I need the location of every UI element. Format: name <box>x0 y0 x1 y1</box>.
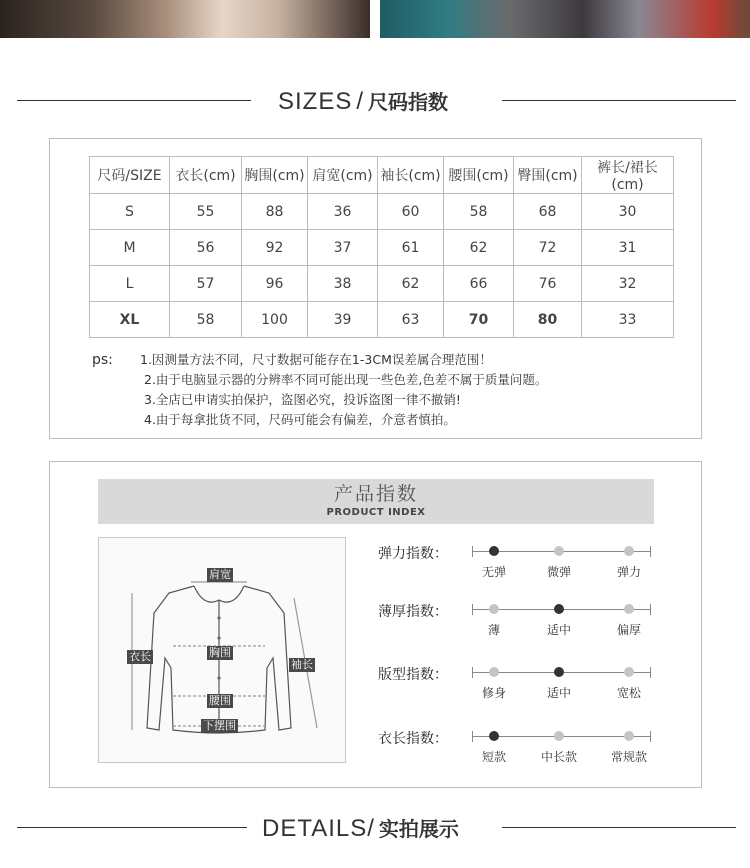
product-index-banner <box>98 479 654 524</box>
notes-list <box>140 350 660 430</box>
scale-option: 适中 <box>546 686 571 700</box>
table-cell: 66 <box>444 266 514 302</box>
product-photo-right <box>380 0 750 38</box>
scale-dot-selected <box>554 604 564 614</box>
table-cell: 80 <box>514 302 582 338</box>
diagram-label-chest: 胸围 <box>209 646 231 659</box>
scale-cap <box>472 731 473 742</box>
table-row <box>90 194 674 230</box>
details-title <box>262 808 459 849</box>
table-cell: 88 <box>242 194 308 230</box>
header-cell: 胸围(cm) <box>242 157 308 194</box>
scale-dot <box>554 546 564 556</box>
sizes-title <box>278 81 448 122</box>
diagram-label-waist: 腰围 <box>209 694 231 707</box>
scale-cap <box>472 667 473 678</box>
scale-cap <box>650 731 651 742</box>
measurement-diagram <box>98 537 346 763</box>
scale-cap <box>650 667 651 678</box>
table-cell: 58 <box>170 302 242 338</box>
table-cell: 76 <box>514 266 582 302</box>
header-cell: 腰围(cm) <box>444 157 514 194</box>
scale-dot <box>624 731 634 741</box>
photo-divider <box>370 0 380 38</box>
scale-dot-selected <box>489 731 499 741</box>
table-cell: 38 <box>308 266 378 302</box>
index-label-length: 衣长指数： <box>378 731 448 747</box>
table-cell: 37 <box>308 230 378 266</box>
note-item: 3.全店已申请实拍保护，盗图必究，投诉盗图一律不撤销! <box>144 392 461 407</box>
table-cell: 62 <box>378 266 444 302</box>
diagram-label-length: 衣长 <box>129 650 151 663</box>
scale-dot <box>489 604 499 614</box>
header-cell: 尺码/SIZE <box>90 157 170 194</box>
scale-option: 微弹 <box>546 565 571 579</box>
table-cell: 33 <box>582 302 674 338</box>
table-cell: 36 <box>308 194 378 230</box>
details-section-header <box>0 808 750 848</box>
scale-dot <box>624 546 634 556</box>
sizes-title-zh: 尺码指数 <box>368 90 449 114</box>
table-cell: 56 <box>170 230 242 266</box>
header-rule-left <box>17 827 247 828</box>
scale-cap <box>650 546 651 557</box>
index-label-fit: 版型指数： <box>378 667 448 683</box>
scale-dot-selected <box>554 667 564 677</box>
size-table <box>89 156 674 338</box>
sizes-title-sep: / <box>356 88 365 115</box>
product-index-title-zh: 产品指数 <box>333 483 418 505</box>
product-index-title-en: PRODUCT INDEX <box>326 507 426 518</box>
scale-option: 偏厚 <box>616 623 641 637</box>
scale-dot <box>489 667 499 677</box>
elasticity-scale <box>470 541 652 581</box>
table-cell: 100 <box>242 302 308 338</box>
scale-option: 薄 <box>487 623 500 637</box>
table-cell: 92 <box>242 230 308 266</box>
table-cell: 58 <box>444 194 514 230</box>
scale-cap <box>472 604 473 615</box>
length-scale <box>470 726 652 766</box>
table-cell: S <box>90 194 170 230</box>
table-cell: 57 <box>170 266 242 302</box>
table-cell: 96 <box>242 266 308 302</box>
diagram-label-sleeve: 袖长 <box>291 658 313 671</box>
notes-prefix: ps: <box>92 352 113 368</box>
table-row <box>90 230 674 266</box>
table-cell: 60 <box>378 194 444 230</box>
header-cell: 衣长(cm) <box>170 157 242 194</box>
table-cell: 61 <box>378 230 444 266</box>
note-item: 2.由于电脑显示器的分辨率不同可能出现一些色差,色差不属于质量问题。 <box>144 372 548 387</box>
header-rule-right <box>502 827 736 828</box>
table-cell: 62 <box>444 230 514 266</box>
table-cell: 31 <box>582 230 674 266</box>
scale-option: 短款 <box>481 750 506 764</box>
details-title-zh: 实拍展示 <box>378 817 459 841</box>
scale-cap <box>472 546 473 557</box>
note-item: 4.由于每拿批货不同，尺码可能会有偏差，介意者慎拍。 <box>144 412 456 427</box>
table-cell: 70 <box>444 302 514 338</box>
details-title-en: DETAILS <box>262 815 368 842</box>
table-cell: XL <box>90 302 170 338</box>
scale-option: 中长款 <box>540 750 577 764</box>
scale-option: 常规款 <box>610 750 647 764</box>
table-cell: L <box>90 266 170 302</box>
product-photo-left <box>0 0 370 38</box>
table-row <box>90 266 674 302</box>
header-cell: 袖长(cm) <box>378 157 444 194</box>
scale-dot <box>624 667 634 677</box>
header-cell: 臀围(cm) <box>514 157 582 194</box>
table-cell: M <box>90 230 170 266</box>
table-cell: 30 <box>582 194 674 230</box>
table-cell: 39 <box>308 302 378 338</box>
scale-dot <box>624 604 634 614</box>
table-cell: 72 <box>514 230 582 266</box>
header-cell: 肩宽(cm) <box>308 157 378 194</box>
scale-option: 修身 <box>481 686 506 700</box>
header-rule-left <box>17 100 251 101</box>
thickness-scale <box>470 599 652 639</box>
index-label-thickness: 薄厚指数： <box>378 604 448 620</box>
scale-option: 适中 <box>546 623 571 637</box>
details-title-sep: / <box>367 815 375 842</box>
scale-option: 宽松 <box>616 686 641 700</box>
scale-cap <box>650 604 651 615</box>
table-cell: 68 <box>514 194 582 230</box>
scale-dot-selected <box>489 546 499 556</box>
scale-dot <box>554 731 564 741</box>
index-label-elasticity: 弹力指数： <box>378 546 448 562</box>
header-rule-right <box>502 100 736 101</box>
table-cell: 55 <box>170 194 242 230</box>
scale-option: 无弹 <box>481 565 506 579</box>
diagram-label-shoulder: 肩宽 <box>209 568 231 581</box>
fit-scale <box>470 662 652 702</box>
note-item: 1.因测量方法不同，尺寸数据可能存在1-3CM误差属合理范围！ <box>140 352 492 367</box>
table-cell: 63 <box>378 302 444 338</box>
sizes-section-header <box>0 81 750 121</box>
scale-option: 弹力 <box>616 565 641 579</box>
diagram-label-hem: 下摆围 <box>203 719 236 732</box>
table-header-row <box>90 157 674 194</box>
sizes-title-en: SIZES <box>278 88 353 115</box>
table-cell: 32 <box>582 266 674 302</box>
table-row <box>90 302 674 338</box>
header-cell: 裤长/裙长(cm) <box>582 157 674 194</box>
